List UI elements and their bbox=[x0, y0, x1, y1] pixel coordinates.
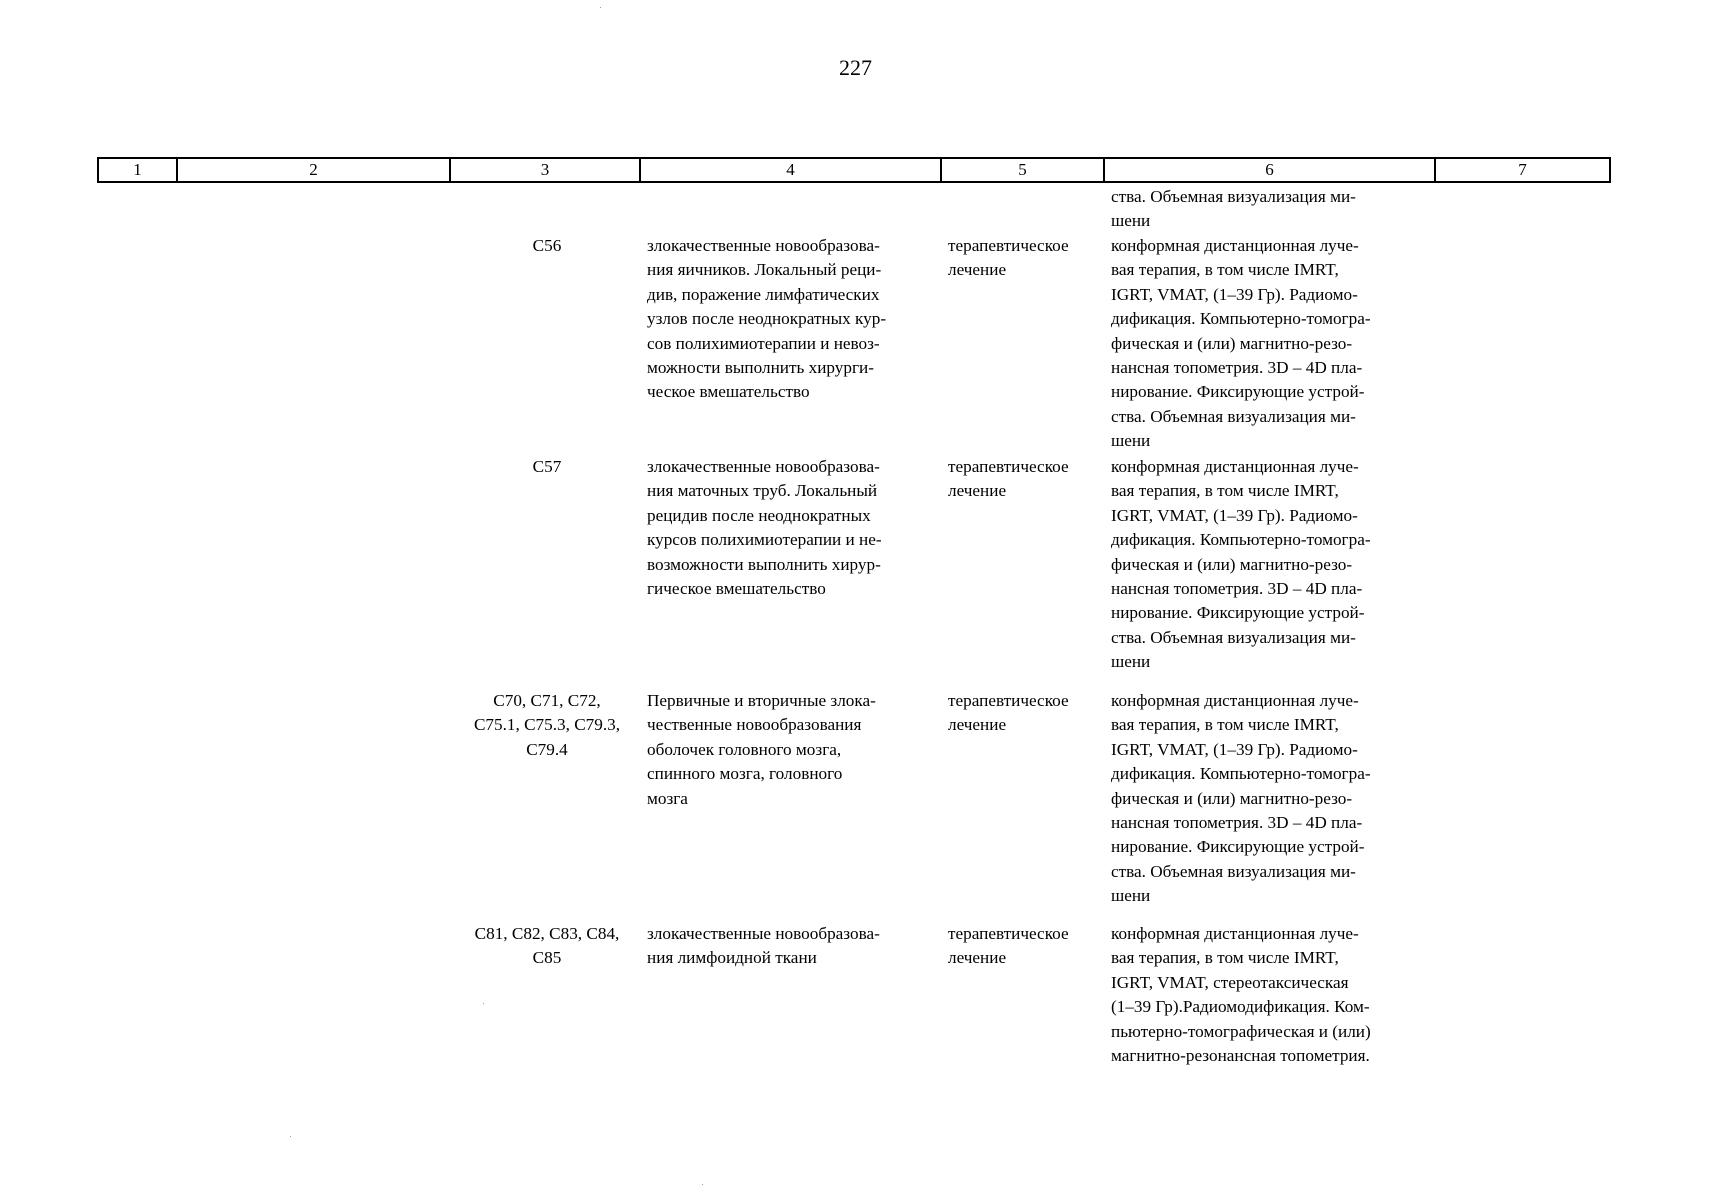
page-number: 227 bbox=[839, 55, 872, 80]
row-diagnosis-c57: злокачественные новообразова- ния маточных труб. Локальный рецидив после неоднократных курсов полихимиотерапии и не- возможности выполнить хирур- гическое вмешательство bbox=[647, 457, 882, 599]
column-header-5: 5 bbox=[941, 158, 1104, 182]
scan-speck bbox=[290, 1136, 291, 1137]
scan-speck bbox=[600, 7, 601, 8]
row-code-c81: C81, C82, C83, C84, C85 bbox=[474, 924, 620, 968]
row-treatment-type-c81: терапевтическое лечение bbox=[948, 924, 1069, 968]
row-diagnosis-c81: злокачественные новообразова- ния лимфоидной ткани bbox=[647, 924, 880, 968]
column-header-3: 3 bbox=[450, 158, 640, 182]
row-code-c56: C56 bbox=[532, 236, 562, 255]
column-header-7: 7 bbox=[1435, 158, 1610, 182]
column-header-1: 1 bbox=[98, 158, 177, 182]
continuation-text: ства. Объемная визуализация ми- шени bbox=[1111, 187, 1356, 231]
row-diagnosis-c56: злокачественные новообразова- ния яичников. Локальный реци- див, поражение лимфатических узлов после неоднократных кур- сов полихимиотерапии и невоз- можности выполнить хирурги- ческое вмешательство bbox=[647, 236, 887, 402]
column-header-4: 4 bbox=[640, 158, 941, 182]
column-header-row bbox=[97, 157, 1611, 183]
scan-speck bbox=[483, 1003, 484, 1004]
row-treatment-type-c70: терапевтическое лечение bbox=[948, 691, 1069, 735]
row-diagnosis-c70: Первичные и вторичные злока- чественные новообразования оболочек головного мозга, спинного мозга, головного мозга bbox=[647, 691, 876, 808]
row-treatment-type-c57: терапевтическое лечение bbox=[948, 457, 1069, 501]
row-method-c70: конформная дистанционная луче- вая терапия, в том числе IMRT, IGRT, VMAT, (1–39 Гр). Радиомо- дификация. Компьютерно-томогра- фическая и (или) магнитно-резо- нансная топометрия. 3D – 4D пла- нирование. Фиксирующие устрой- ства. Объемная визуализация ми- шени bbox=[1111, 691, 1371, 906]
column-header-6: 6 bbox=[1104, 158, 1435, 182]
column-header-2: 2 bbox=[177, 158, 450, 182]
row-code-c70: C70, C71, C72, C75.1, C75.3, C79.3, C79.4 bbox=[473, 691, 621, 759]
row-method-c57: конформная дистанционная луче- вая терапия, в том числе IMRT, IGRT, VMAT, (1–39 Гр). Радиомо- дификация. Компьютерно-томогра- фическая и (или) магнитно-резо- нансная топометрия. 3D – 4D пла- нирование. Фиксирующие устрой- ства. Объемная визуализация ми- шени bbox=[1111, 457, 1371, 672]
row-method-c56: конформная дистанционная луче- вая терапия, в том числе IMRT, IGRT, VMAT, (1–39 Гр). Радиомо- дификация. Компьютерно-томогра- фическая и (или) магнитно-резо- нансная топометрия. 3D – 4D пла- нирование. Фиксирующие устрой- ства. Объемная визуализация ми- шени bbox=[1111, 236, 1371, 451]
row-treatment-type-c56: терапевтическое лечение bbox=[948, 236, 1069, 280]
scan-speck bbox=[702, 1184, 703, 1185]
row-method-c81: конформная дистанционная луче- вая терапия, в том числе IMRT, IGRT, VMAT, стереотаксическая (1–39 Гр).Радиомодификация. Ком- пьютерно-томографическая и (или) магнитно-резонансная топометрия. bbox=[1111, 924, 1371, 1066]
row-code-c57: C57 bbox=[532, 457, 562, 476]
